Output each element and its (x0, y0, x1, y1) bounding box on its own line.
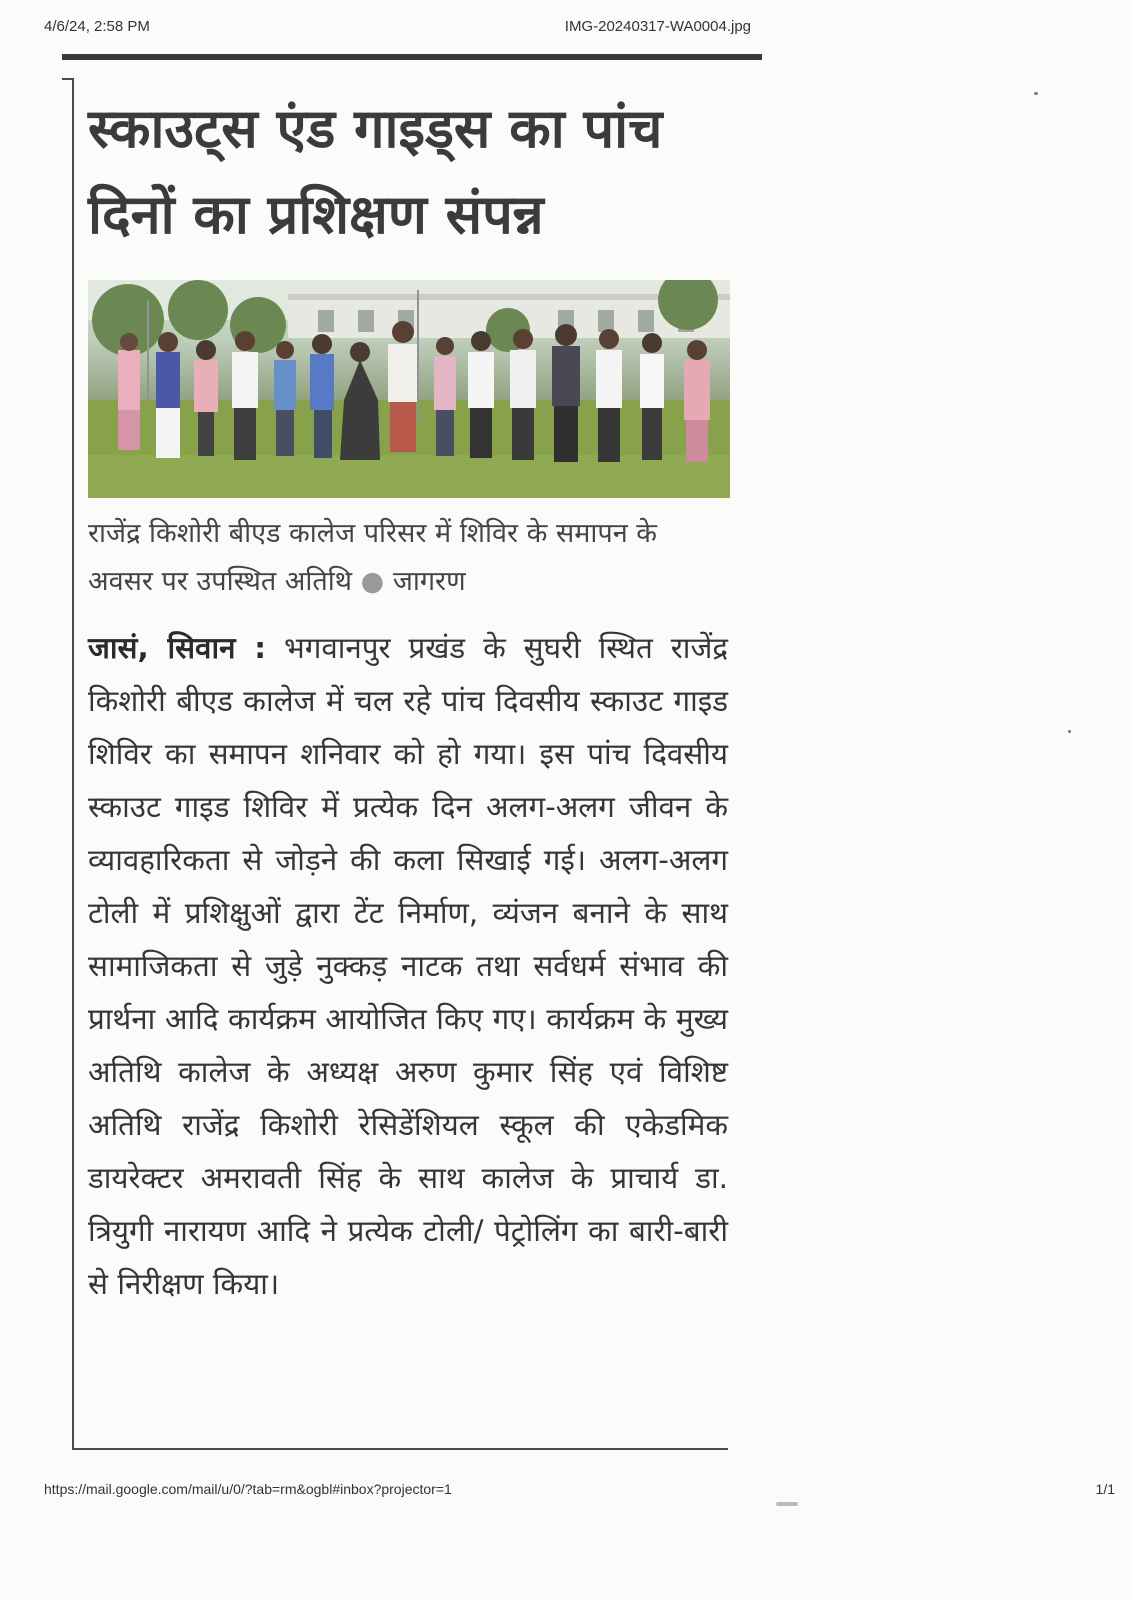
newspaper-article (88, 86, 728, 1311)
photo-caption (88, 510, 728, 606)
scan-speck (776, 1502, 798, 1506)
headline-line-1: स्काउट्स एंड गाइड्स का पांच (88, 97, 663, 160)
article-body-text: भगवानपुर प्रखंड के सुघरी स्थित राजेंद्र किशोरी बीएड कालेज में चल रहे पांच दिवसीय स्काउट गाइड शिविर का समापन शनिवार को हो गया। इस पांच दिवसीय स्काउट गाइड शिविर में प्रत्येक दिन अलग-अलग जीवन के व्यावहारिकता से जोड़ने की कला सिखाई गई। अलग-अलग टोली में प्रशिक्षुओं द्वारा टेंट निर्माण, व्यंजन बनाने के साथ सामाजिकता से जुड़े नुक्कड़ नाटक तथा सर्वधर्म संभाव की प्रार्थना आदि कार्यक्रम आयोजित किए गए। कार्यक्रम के मुख्य अतिथि कालेज के अध्यक्ष अरुण कुमार सिंह एवं विशिष्ट अतिथि राजेंद्र किशोरी रेसिडेंशियल स्कूल की एकेडमिक डायरेक्टर अमरावती सिंह के साथ कालेज के प्राचार्य डा. त्रियुगी नारायण आदि ने प्रत्येक टोली/ पेट्रोलिंग का बारी-बारी से निरीक्षण किया। (88, 631, 729, 1301)
print-url: https://mail.google.com/mail/u/0/?tab=rm&ogbl#inbox?projector=1 (44, 1481, 452, 1497)
scan-speck (1034, 92, 1038, 95)
top-rule (62, 54, 762, 60)
headline (88, 86, 728, 258)
left-rule (72, 78, 74, 1450)
dateline: जासं, सिवान : (88, 631, 267, 665)
article-body (88, 622, 728, 1311)
caption-credit: जागरण (392, 566, 466, 597)
bottom-rule (72, 1448, 728, 1450)
headline-line-2: दिनों का प्रशिक्षण संपन्न (88, 183, 544, 246)
news-photo (88, 280, 730, 498)
bullet-dot-icon: ● (360, 566, 385, 597)
print-filename: IMG-20240317-WA0004.jpg (564, 18, 751, 35)
caption-text: राजेंद्र किशोरी बीएड कालेज परिसर में शिविर के समापन के अवसर पर उपस्थित अतिथि (88, 518, 658, 597)
left-rule-tick (62, 78, 74, 80)
page-number: 1/1 (1095, 1481, 1115, 1497)
print-datetime: 4/6/24, 2:58 PM (44, 18, 150, 35)
scan-speck (1068, 730, 1071, 733)
group-photo-illustration (88, 280, 730, 498)
